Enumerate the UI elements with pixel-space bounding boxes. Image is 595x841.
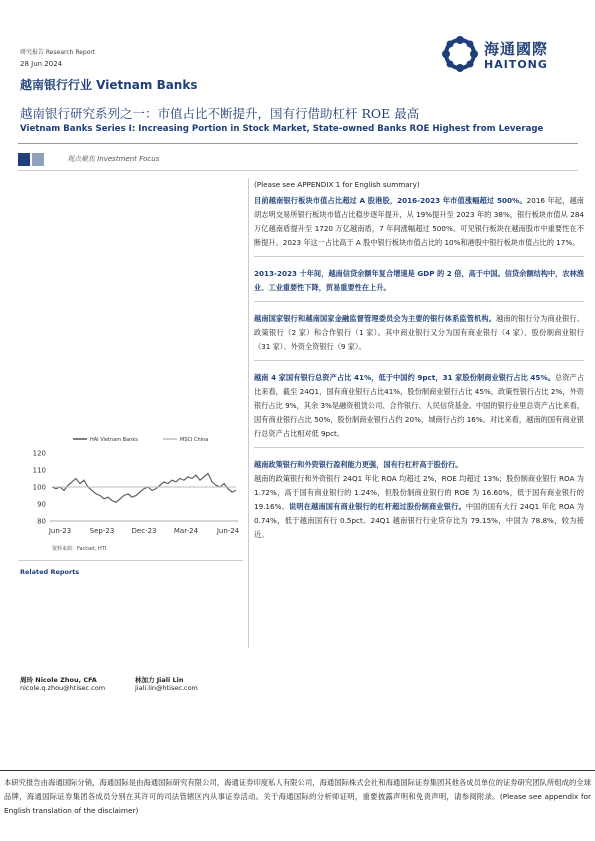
- chart-source: 资料来源：Factset, HTI: [52, 546, 107, 552]
- author-email[interactable]: nicole.q.zhou@htisec.com: [20, 684, 106, 692]
- section-lead: 2013-2023 十年间，越南信贷余额年复合增速是 GDP 的 2 倍，高于中国。信贷余额结构中，农林渔业、工业重要性下降，贸易重要性在上升。: [254, 269, 584, 292]
- title-divider: [18, 143, 578, 144]
- x-tick-label: Dec-23: [131, 527, 157, 535]
- focus-section-3: [254, 310, 584, 361]
- author-1: [20, 675, 105, 692]
- section-lead: 越南 4 家国有银行总资产占比 41%，低于中国约 9pct，31 家股份制商业银行占比 45%。: [254, 373, 555, 382]
- column-divider: [248, 178, 249, 648]
- section-body-2: 中国的国有大行 24Q1 年化 ROA 为 0.74%，低于越南国有行 0.5pct。24Q1 越南银行行业贷存比为 79.15%，中国为 78.8%，较为接近。: [254, 502, 584, 539]
- price-chart: [18, 433, 243, 543]
- focus-section-1: [254, 192, 584, 257]
- author-email[interactable]: jiali.lin@htisec.com: [135, 684, 198, 692]
- section-body: 总资产占比来看，截至 24Q1，国有商业银行占比41%，股份制商业银行占比 45%，政策性银行占比 2%，外资银行占比 9%，其余 3%是融资租赁公司、合作银行、人民信贷基金。中国的银行业里总资产占比来看，国有商业银行占比 50%，股份制商业银行占约 20%，城商行占约 16%。对比来看，越南的国有商业银行总资产占比相对低 9pct。: [254, 373, 584, 438]
- report-title-en: Vietnam Banks Series I: Increasing Portion in Stock Market, State-owned Banks ROE Highest from Leverage: [20, 124, 544, 134]
- logo-text-en: HAITONG: [484, 58, 548, 71]
- report-type: 研究报告 Research Report: [20, 49, 96, 56]
- section-lead: 越南政策银行和外资银行盈利能力更强，国有行杠杆高于股份行。: [254, 460, 463, 469]
- investment-focus-text: [254, 178, 584, 556]
- x-tick-label: Sep-23: [89, 527, 115, 535]
- author-2: [135, 675, 198, 692]
- x-tick-label: Jun-24: [216, 527, 240, 535]
- focus-section-4: [254, 369, 584, 448]
- x-tick-label: Mar-24: [173, 527, 199, 535]
- author-name: 周玲 Nicole Zhou, CFA: [20, 676, 97, 684]
- y-tick-label: 80: [37, 517, 46, 526]
- y-tick-label: 120: [32, 449, 46, 458]
- focus-marker: [18, 153, 46, 167]
- section-lead: 目前越南银行板块市值占比超过 A 股港股，2016-2023 年市值涨幅超过 500%。: [254, 196, 527, 205]
- series-line: [52, 473, 236, 502]
- sector-title: 越南银行行业 Vietnam Banks: [20, 78, 198, 92]
- author-name: 林加力 Jiali Lin: [135, 676, 184, 684]
- y-tick-label: 110: [32, 466, 46, 475]
- report-date: 28 Jun 2024: [20, 60, 63, 68]
- section-body: 越南的银行分为商业银行、政策银行（2 家）和合作银行（1 家）。其中商业银行又分为国有商业银行（4 家）、股份制商业银行（31 家）、外资全资银行（9 家）。: [254, 314, 584, 351]
- focus-section-2: [254, 265, 584, 302]
- y-tick-label: 90: [37, 500, 46, 509]
- chart-divider: [18, 560, 243, 561]
- disclaimer: 本研究报告由海通国际分销，海通国际是由海通国际研究有限公司，海通证券印度私人有限公司，海通国际株式会社和海通国际证券集团其他各成员单位的证券研究团队所组成的全球品牌，海通国际证券集团各成员分别在其许可的司法管辖区内从事证券活动。关于海通国际的分析师证明，重要披露声明和免责声明，请参阅附录。(Please see appendix for English translation of the disclaimer): [4, 778, 591, 815]
- x-tick-label: Jun-23: [48, 527, 72, 535]
- disclaimer-divider: [0, 770, 595, 771]
- section-lead-2: 说明在越南国有商业银行的杠杆超过股份制商业银行。: [288, 502, 466, 511]
- section-body: 越南的政策银行和外资银行 24Q1 年化 ROA 均超过 2%，ROE 均超过 13%；股份制商业银行 ROA 为 1.72%，高于国有商业银行的 1.24%，但股份制商业银行的 ROE 为 16.60%，低于国有商业银行的 19.16%。: [254, 474, 584, 511]
- y-tick-label: 100: [32, 483, 46, 492]
- legend-label: MSCI China: [180, 437, 209, 443]
- report-title-cn: 越南银行研究系列之一：市值占比不断提升，国有行借助杠杆 ROE 最高: [20, 106, 420, 121]
- logo-text-cn: 海通國際: [484, 40, 549, 58]
- related-reports-heading: Related Reports: [20, 568, 80, 576]
- focus-divider: [18, 170, 578, 171]
- focus-label: 观点聚焦 Investment Focus: [67, 155, 160, 163]
- section-body: 2016 年起，越南胡志明交易所银行板块市值占比稳步逐年提升，从 19%提升至 2023 年的 38%，银行板块市值从 284 万亿越南盾提升至 1720 万亿越南盾，7 年间涨幅超过 500%。可见银行板块在越南股市中重要性在不断提升。2023 年这一占比高于 A 股中银行板块市值占比的 10%和港股中银行板块市值占比的 17%。: [254, 196, 584, 247]
- focus-section-5: [254, 456, 584, 548]
- summary-note: (Please see APPENDIX 1 for English summary): [254, 180, 420, 189]
- section-lead: 越南国家银行和越南国家金融监督管理委员会为主要的银行体系监管机构。: [254, 314, 497, 323]
- legend-label: HAI Vietnam Banks: [90, 437, 138, 443]
